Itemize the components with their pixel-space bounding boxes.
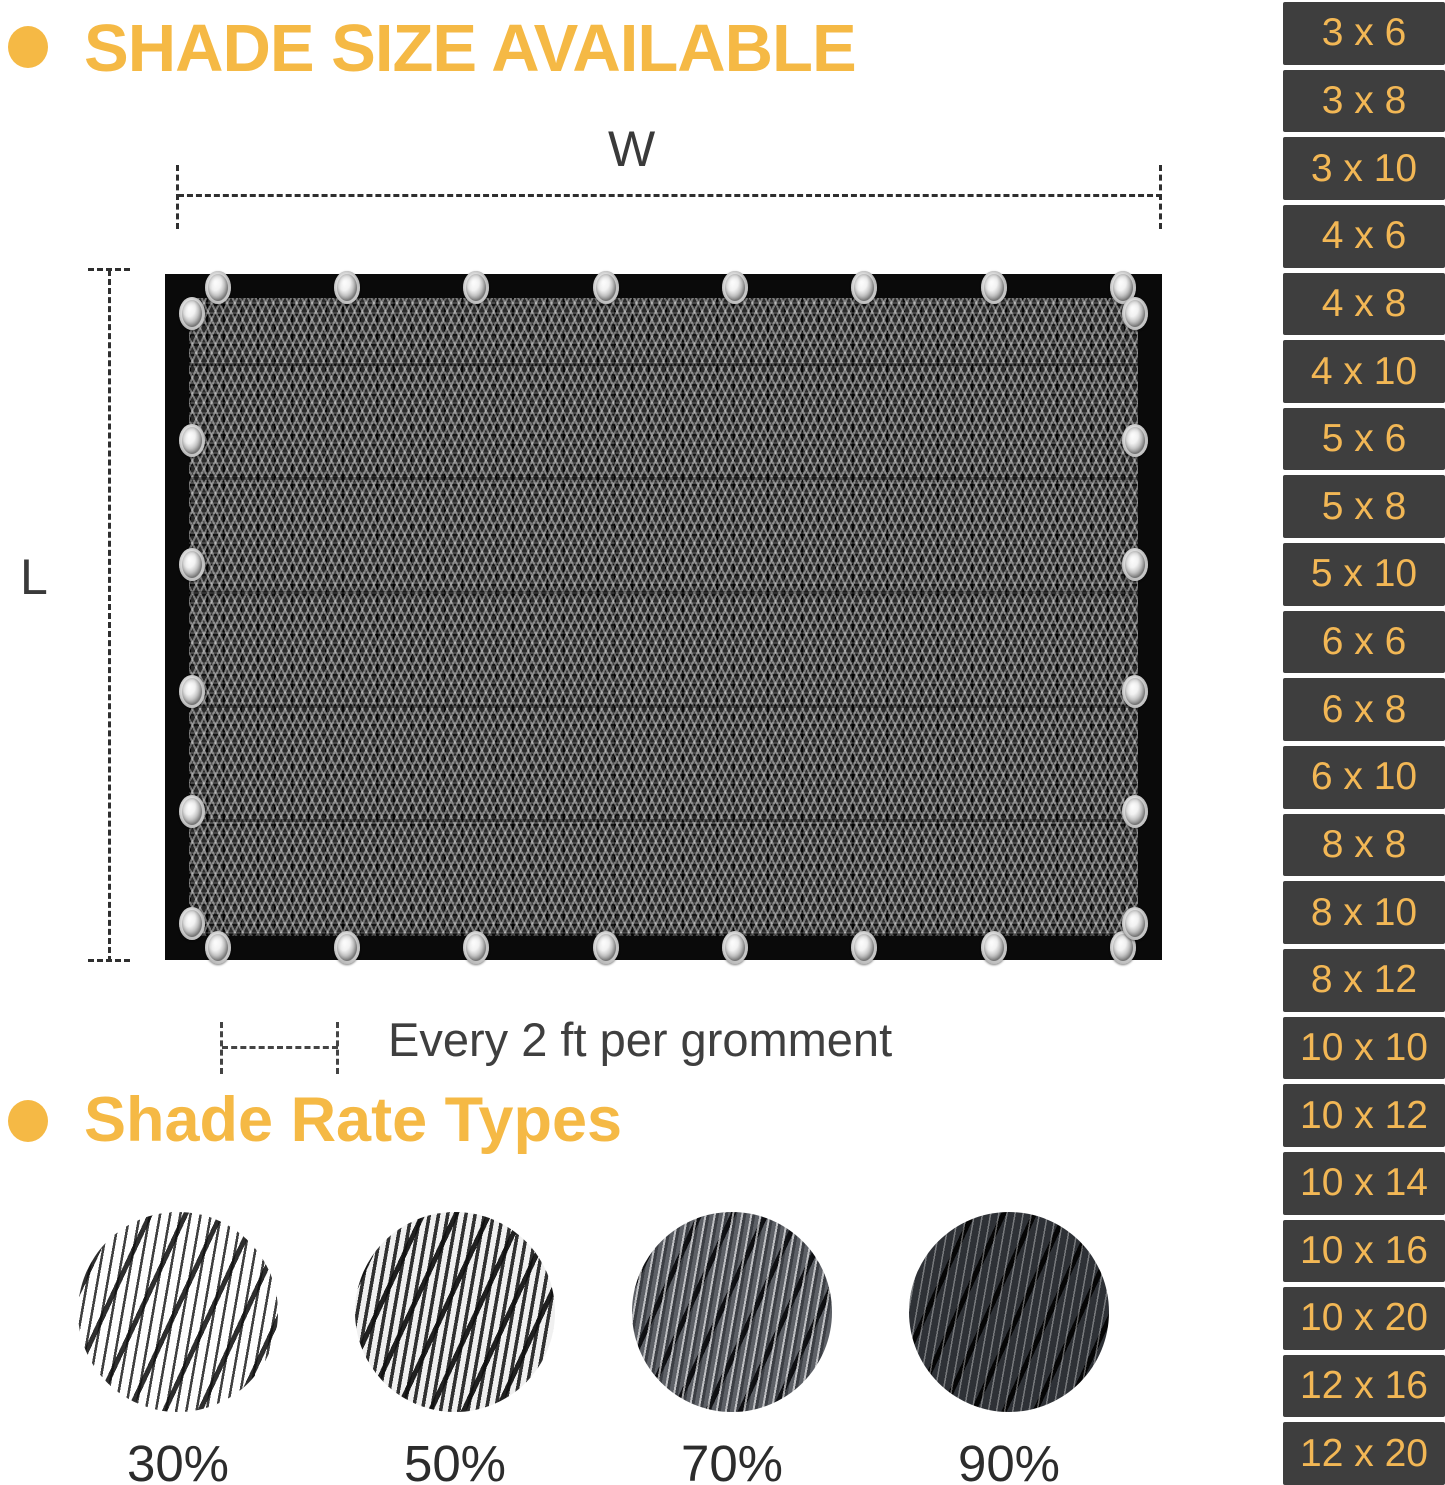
shade-rate-item [355,1212,555,1485]
shade-sample-50-icon [355,1212,555,1412]
grommet-icon [1122,297,1148,330]
length-dimension-label: L [20,549,48,605]
grommet-icon [179,675,205,708]
size-option-12x16: 12 x 16 [1283,1355,1445,1418]
bullet-icon [8,26,48,68]
size-option-10x16: 10 x 16 [1283,1220,1445,1283]
mesh-fabric-texture [189,298,1138,936]
grommet-spacing-line [222,1046,338,1049]
shade-rate-item [909,1212,1109,1485]
shade-mesh-diagram [165,274,1162,960]
size-option-12x20: 12 x 20 [1283,1422,1445,1485]
size-section-title: SHADE SIZE AVAILABLE [84,11,856,86]
size-option-8x10: 8 x 10 [1283,881,1445,944]
size-option-8x8: 8 x 8 [1283,814,1445,877]
size-option-4x6: 4 x 6 [1283,205,1445,268]
grommet-icon [593,931,619,964]
grommet-icon [981,931,1007,964]
grommet-icon [1122,795,1148,828]
size-option-10x20: 10 x 20 [1283,1287,1445,1350]
size-option-5x6: 5 x 6 [1283,408,1445,471]
grommet-icon [179,424,205,457]
grommet-icon [179,907,205,940]
grommet-spacing-note: Every 2 ft per gromment [388,1013,893,1066]
grommet-icon [981,271,1007,304]
shade-rate-label: 90% [957,1435,1061,1485]
length-dimension-tick-bottom [88,959,130,962]
size-option-8x12: 8 x 12 [1283,949,1445,1012]
size-option-10x10: 10 x 10 [1283,1017,1445,1080]
grommet-icon [334,931,360,964]
shade-rate-list [78,1212,1109,1485]
grommet-icon [463,931,489,964]
grommet-icon [463,271,489,304]
size-option-6x6: 6 x 6 [1283,611,1445,674]
grommet-icon [179,297,205,330]
grommet-icon [205,271,231,304]
bullet-icon [8,1100,48,1142]
size-option-10x14: 10 x 14 [1283,1152,1445,1215]
size-option-3x6: 3 x 6 [1283,2,1445,65]
shade-rate-label: 30% [126,1435,230,1485]
grommet-icon [851,271,877,304]
grommet-spacing-tick-right [336,1022,339,1074]
grommet-icon [722,931,748,964]
length-dimension-tick-top [88,268,130,271]
shade-rate-item [632,1212,832,1485]
shade-rate-item [78,1212,278,1485]
shade-sample-30-icon [78,1212,278,1412]
grommet-icon [205,931,231,964]
grommet-icon [1122,907,1148,940]
size-option-6x8: 6 x 8 [1283,678,1445,741]
size-option-list [1283,0,1445,1485]
grommet-icon [851,931,877,964]
width-dimension-tick-right [1159,165,1162,229]
grommet-icon [1122,424,1148,457]
grommet-icon [1122,675,1148,708]
width-dimension-tick-left [176,165,179,229]
rate-section-title: Shade Rate Types [84,1085,623,1155]
size-option-10x12: 10 x 12 [1283,1084,1445,1147]
size-option-3x8: 3 x 8 [1283,70,1445,133]
shade-sample-90-icon [909,1212,1109,1412]
grommet-icon [179,795,205,828]
size-option-5x8: 5 x 8 [1283,475,1445,538]
grommet-icon [1122,548,1148,581]
shade-rate-label: 70% [680,1435,784,1485]
grommet-icon [722,271,748,304]
shade-sample-70-icon [632,1212,832,1412]
grommet-icon [593,271,619,304]
grommet-icon [179,548,205,581]
size-option-4x10: 4 x 10 [1283,340,1445,403]
grommet-icon [334,271,360,304]
size-option-6x10: 6 x 10 [1283,746,1445,809]
shade-rate-label: 50% [403,1435,507,1485]
size-option-3x10: 3 x 10 [1283,137,1445,200]
width-dimension-line [178,194,1162,197]
grommet-spacing-tick-left [220,1022,223,1074]
size-option-5x10: 5 x 10 [1283,543,1445,606]
length-dimension-line [108,270,111,962]
width-dimension-label: W [608,121,656,177]
size-option-4x8: 4 x 8 [1283,273,1445,336]
